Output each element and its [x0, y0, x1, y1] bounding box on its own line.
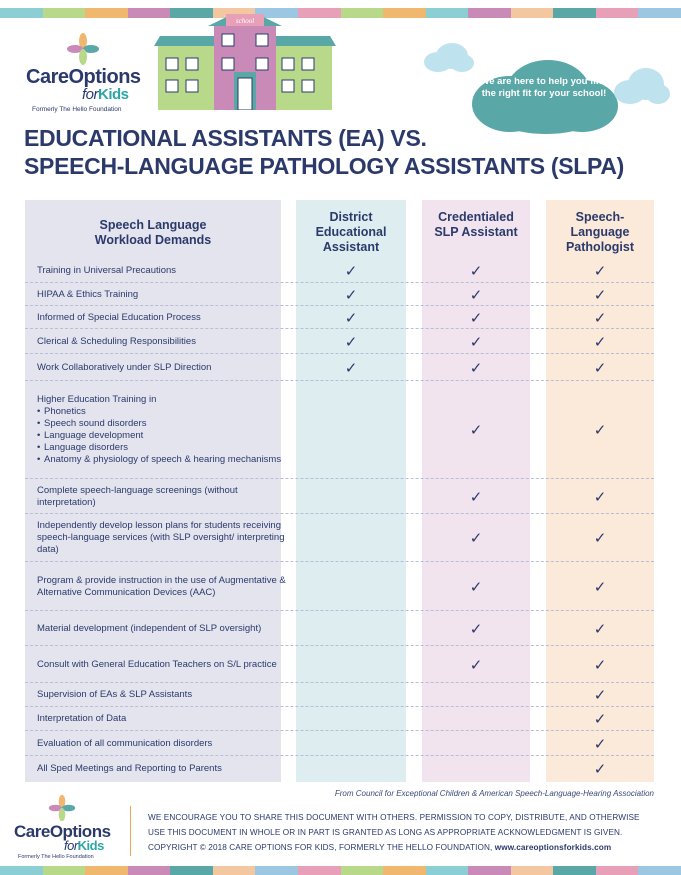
check-icon-slp: ✓	[593, 488, 607, 506]
check-icon-slpa: ✓	[469, 488, 483, 506]
stripe-segment	[0, 866, 43, 875]
bottom-color-stripe	[0, 866, 681, 875]
row-label-text: Work Collaboratively under SLP Direction	[37, 361, 212, 373]
table-row	[25, 731, 654, 756]
stripe-segment	[255, 866, 298, 875]
stripe-segment	[170, 866, 213, 875]
stripe-segment	[638, 866, 681, 875]
brand-formerly: Formerly The Hello Foundation	[32, 106, 122, 113]
stripe-segment	[638, 8, 681, 18]
brand-for: for	[82, 86, 99, 103]
row-label	[37, 336, 287, 348]
stripe-segment	[511, 866, 554, 875]
stripe-segment	[85, 866, 128, 875]
row-bullet: • Anatomy & physiology of speech & hearing mechanisms	[37, 454, 287, 466]
stripe-segment	[596, 866, 639, 875]
school-sign: school	[235, 17, 255, 25]
check-icon-slpa: ✓	[469, 422, 483, 439]
title-line-2: SPEECH-LANGUAGE PATHOLOGY ASSISTANTS (SLPA)	[24, 153, 625, 179]
row-label-text: Interpretation of Data	[37, 713, 127, 724]
stripe-segment	[213, 866, 256, 875]
row-label-text: Complete speech-language screenings (without interpretation)	[37, 484, 238, 508]
notice-line-1: WE ENCOURAGE YOU TO SHARE THIS DOCUMENT WITH OTHERS. PERMISSION TO COPY, DISTRIBUTE, AND OTHERWISE	[148, 813, 640, 822]
row-label-text: All Sped Meetings and Reporting to Parents	[37, 763, 222, 774]
stripe-segment	[341, 866, 384, 875]
check-icon-ea: ✓	[344, 359, 358, 377]
row-label-text: Consult with General Education Teachers on S/L practice	[37, 658, 277, 670]
check-icon-slp: ✓	[593, 656, 607, 674]
check-icon-slp: ✓	[593, 530, 607, 547]
check-icon-slpa: ✓	[469, 286, 483, 304]
page-title	[24, 124, 664, 180]
row-bullet: • Phonetics	[37, 406, 287, 418]
brand-kids: Kids	[98, 86, 129, 103]
row-label-text: HIPAA & Ethics Training	[37, 288, 139, 300]
stripe-segment	[468, 866, 511, 875]
footer-notice	[148, 810, 668, 855]
table-row	[25, 354, 654, 381]
check-icon-ea: ✓	[344, 262, 358, 280]
check-icon-slpa: ✓	[469, 530, 483, 547]
footer-brand-for: for	[64, 838, 78, 853]
check-icon-slp: ✓	[593, 620, 607, 638]
table-row	[25, 258, 654, 283]
check-icon-slp: ✓	[593, 711, 607, 728]
check-icon-slp: ✓	[593, 422, 607, 439]
header-logo	[26, 30, 146, 120]
table-row	[25, 611, 654, 646]
row-label	[37, 362, 287, 374]
check-icon-ea: ✓	[344, 309, 358, 327]
check-icon-slp: ✓	[593, 333, 607, 351]
row-label-text: Higher Education Training in	[37, 394, 157, 405]
stripe-segment	[298, 866, 341, 875]
row-label	[37, 394, 287, 466]
top-color-stripe	[0, 8, 681, 18]
stripe-segment	[43, 866, 86, 875]
title-line-1: EDUCATIONAL ASSISTANTS (EA) VS.	[24, 125, 427, 151]
stripe-segment	[341, 8, 384, 18]
stripe-segment	[553, 8, 596, 18]
stripe-segment	[426, 866, 469, 875]
check-icon-slp: ✓	[593, 286, 607, 304]
table-row	[25, 707, 654, 731]
brand-options: Options	[68, 66, 141, 88]
flower-logo-icon	[66, 32, 100, 66]
row-label-text: Training in Universal Precautions	[37, 264, 177, 276]
check-icon-slp: ✓	[593, 761, 607, 778]
stripe-segment	[511, 8, 554, 18]
row-bullet: • Language development	[37, 430, 287, 442]
footer-divider	[130, 806, 131, 856]
check-icon-slp: ✓	[593, 309, 607, 327]
cloud-message: We are here to help you find the right fit for your school!	[480, 76, 608, 99]
row-label	[37, 485, 287, 509]
row-label-text: Supervision of EAs & SLP Assistants	[37, 689, 193, 700]
row-label	[37, 689, 287, 701]
header-credentialed-slpa: Credentialed SLP Assistant	[434, 210, 518, 239]
row-label	[37, 312, 287, 324]
check-icon-slpa: ✓	[469, 359, 483, 377]
check-icon-slp: ✓	[593, 578, 607, 596]
row-bullet: • Language disorders	[37, 442, 287, 454]
table-row	[25, 756, 654, 782]
header-district-ea: District Educational Assistant	[315, 210, 387, 254]
row-label	[37, 520, 287, 556]
footer-website-link[interactable]: www.careoptionsforkids.com	[494, 843, 612, 852]
row-label	[37, 659, 287, 671]
stripe-segment	[383, 8, 426, 18]
table-row	[25, 306, 654, 329]
header-slp: Speech-Language Pathologist	[565, 210, 635, 254]
stripe-segment	[596, 8, 639, 18]
row-label-text: Evaluation of all communication disorders	[37, 737, 213, 749]
footer-brand-options: Options	[49, 822, 111, 841]
row-label	[37, 265, 287, 277]
stripe-segment	[383, 866, 426, 875]
check-icon-slp: ✓	[593, 359, 607, 377]
footer-brand-care: Care	[14, 822, 50, 841]
check-icon-slpa: ✓	[469, 309, 483, 327]
notice-line-2: USE THIS DOCUMENT IN WHOLE OR IN PART IS GRANTED AS LONG AS APPROPRIATE ACKNOWLEDGMENT IS GIVEN.	[148, 828, 623, 837]
check-icon-slpa: ✓	[469, 620, 483, 638]
check-icon-ea: ✓	[344, 333, 358, 351]
stripe-segment	[0, 8, 43, 18]
row-label-text: Clerical & Scheduling Responsibilities	[37, 335, 196, 347]
row-label	[37, 575, 287, 599]
row-label	[37, 289, 287, 301]
table-row	[25, 646, 654, 683]
table-row	[25, 562, 654, 611]
check-icon-slpa: ✓	[469, 578, 483, 596]
footer-flower-logo-icon	[48, 794, 76, 822]
footer-brand-kids: Kids	[77, 838, 104, 853]
check-icon-slp: ✓	[593, 735, 607, 753]
row-label	[37, 713, 287, 725]
row-label-text: Material development (independent of SLP oversight)	[37, 622, 262, 634]
table-row	[25, 283, 654, 306]
row-label	[37, 623, 287, 635]
brand-care: Care	[26, 66, 69, 88]
stripe-segment	[426, 8, 469, 18]
stripe-segment	[43, 8, 86, 18]
check-icon-slp: ✓	[593, 262, 607, 280]
table-row	[25, 514, 654, 562]
small-cloud-illustration	[422, 42, 474, 72]
header-workload-demands: Speech Language Workload Demands	[94, 218, 212, 247]
school-building-illustration	[150, 14, 340, 110]
row-label	[37, 763, 287, 775]
row-label-text: Independently develop lesson plans for students receiving speech-language services (with SLP oversight/ interpreting data)	[37, 520, 285, 555]
check-icon-slpa: ✓	[469, 333, 483, 351]
stripe-segment	[553, 866, 596, 875]
row-label-text: Informed of Special Education Process	[37, 311, 201, 323]
table-row	[25, 683, 654, 707]
table-row	[25, 381, 654, 479]
check-icon-ea: ✓	[344, 286, 358, 304]
check-icon-slpa: ✓	[469, 262, 483, 280]
right-cloud-illustration	[612, 66, 670, 106]
notice-line-3: COPYRIGHT © 2018 CARE OPTIONS FOR KIDS, FORMERLY THE HELLO FOUNDATION,	[148, 843, 493, 852]
table-row	[25, 329, 654, 354]
source-note: From Council for Exceptional Children & American Speech-Language-Hearing Association	[334, 789, 654, 798]
row-label	[37, 738, 287, 750]
footer-brand-formerly: Formerly The Hello Foundation	[18, 854, 94, 860]
table-row	[25, 479, 654, 514]
stripe-segment	[128, 866, 171, 875]
check-icon-slp: ✓	[593, 687, 607, 704]
row-label-text: Program & provide instruction in the use of Augmentative & Alternative Communication Devices (AAC)	[37, 574, 286, 598]
check-icon-slpa: ✓	[469, 656, 483, 674]
footer-logo	[14, 794, 124, 860]
stripe-segment	[85, 8, 128, 18]
row-bullet: • Speech sound disorders	[37, 418, 287, 430]
stripe-segment	[468, 8, 511, 18]
